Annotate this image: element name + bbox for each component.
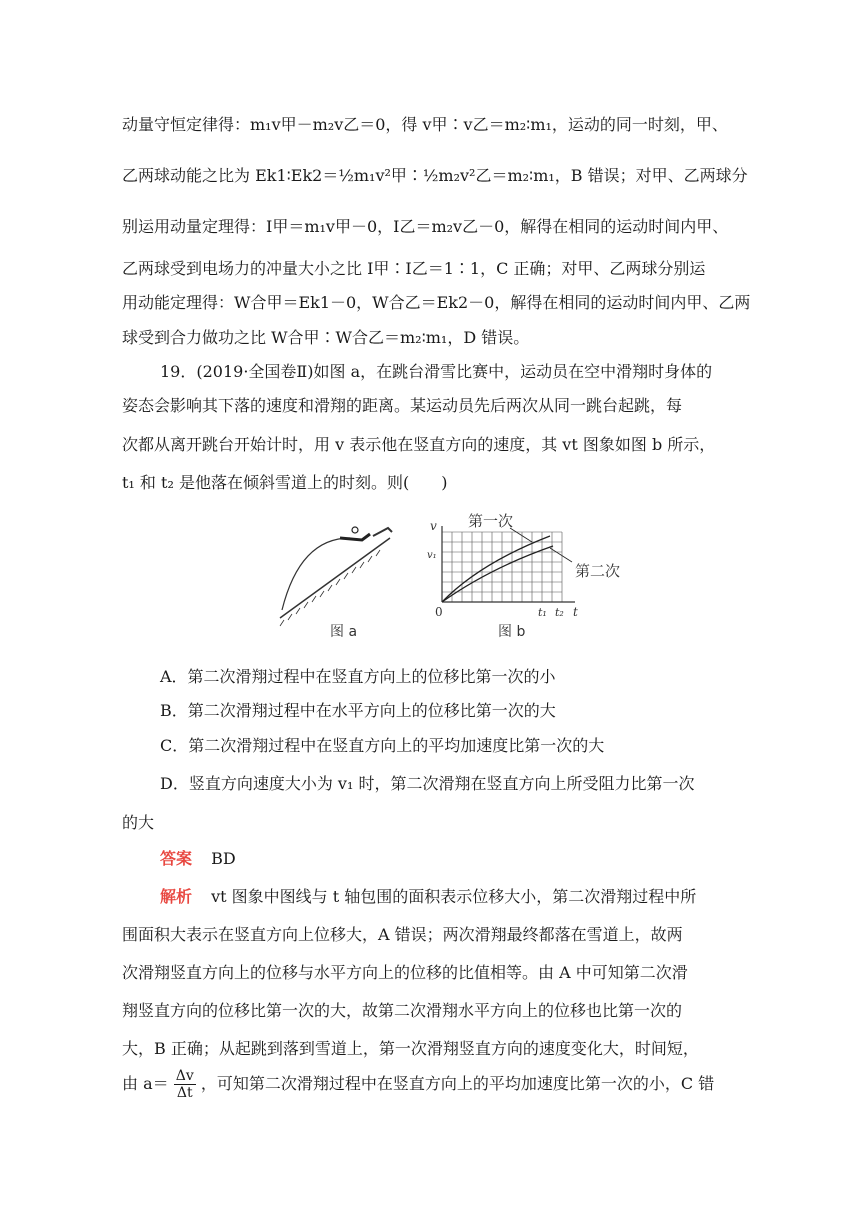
option-b: B．第二次滑翔过程中在水平方向上的位移比第一次的大	[160, 701, 556, 720]
caption-b: 图 b	[498, 624, 526, 640]
fraction-denominator: Δt	[176, 1085, 193, 1101]
analysis-label: 解析	[160, 887, 193, 906]
answer-line	[160, 846, 236, 869]
text-line: 别运用动量定理得：I甲＝m₁v甲－0，I乙＝m₂v乙－0，解得在相同的运动时间内甲、	[122, 217, 729, 236]
question-line: 19．(2019·全国卷Ⅱ)如图 a，在跳台滑雪比赛中，运动员在空中滑翔时身体的	[160, 362, 713, 381]
analysis-line: 围面积大表示在竖直方向上位移大，A 错误；两次滑翔最终都落在雪道上，故两	[122, 925, 683, 944]
ski-jump-illustration	[280, 527, 392, 626]
formula-prefix: 由 a＝	[122, 1074, 169, 1093]
text-line: 用动能定理得：W合甲＝Ek1－0，W合乙＝Ek2－0，解得在相同的运动时间内甲、乙两	[122, 293, 751, 312]
caption-a: 图 a	[330, 624, 358, 640]
fraction	[174, 1068, 196, 1101]
formula-suffix: ，可知第二次滑翔过程中在竖直方向上的平均加速度比第一次的小，C 错	[200, 1074, 715, 1093]
option-d: D．竖直方向速度大小为 v₁ 时，第二次滑翔在竖直方向上所受阻力比第一次	[160, 774, 695, 793]
analysis-line: 翔竖直方向的位移比第一次的大，故第二次滑翔水平方向上的位移也比第一次的	[122, 1001, 683, 1020]
answer-value: BD	[211, 849, 236, 868]
analysis-line	[160, 884, 696, 907]
figure	[270, 508, 640, 648]
question-line: 姿态会影响其下落的速度和滑翔的距离。某运动员先后两次从同一跳台起跳，每	[122, 396, 683, 415]
text-line: 球受到合力做功之比 W合甲∶W合乙＝m₂∶m₁，D 错误。	[122, 328, 530, 347]
analysis-line: 大，B 正确；从起跳到落到雪道上，第一次滑翔竖直方向的速度变化大，时间短，	[122, 1039, 699, 1058]
option-c: C．第二次滑翔过程中在竖直方向上的平均加速度比第一次的大	[160, 736, 605, 755]
axis-v-label: v	[430, 519, 437, 533]
label-first: 第一次	[468, 512, 514, 530]
analysis-line-formula	[122, 1068, 714, 1101]
analysis-line: 次滑翔竖直方向上的位移与水平方向上的位移的比值相等。由 A 中可知第二次滑	[122, 963, 688, 982]
text-line: 乙两球动能之比为 Ek1∶Ek2＝½m₁v²甲∶½m₂v²乙＝m₂∶m₁，B 错误；对甲、乙两球分	[122, 166, 748, 185]
axis-origin-label: 0	[435, 605, 443, 619]
question-line: 次都从离开跳台开始计时，用 v 表示他在竖直方向的速度，其 vt 图象如图 b 所示，	[122, 435, 716, 454]
tick-t1: t₁	[538, 606, 547, 619]
figure-a-b-svg	[270, 508, 640, 648]
answer-label: 答案	[160, 849, 193, 868]
option-d-cont: 的大	[122, 813, 155, 832]
text-line: 乙两球受到电场力的冲量大小之比 I甲∶I乙＝1∶1，C 正确；对甲、乙两球分别运	[122, 259, 706, 278]
option-a: A．第二次滑翔过程中在竖直方向上的位移比第一次的小	[160, 667, 556, 686]
tick-t2: t₂	[555, 606, 564, 619]
vt-graph	[442, 526, 575, 602]
label-second: 第二次	[575, 562, 621, 580]
fraction-numerator: Δv	[175, 1068, 194, 1084]
question-line: t₁ 和 t₂ 是他落在倾斜雪道上的时刻。则( )	[122, 473, 448, 492]
axis-t-label: t	[573, 605, 578, 619]
axis-v1-label: v₁	[427, 550, 437, 561]
analysis-text: vt 图象中图线与 t 轴包围的面积表示位移大小，第二次滑翔过程中所	[211, 887, 697, 906]
text-line: 动量守恒定律得：m₁v甲－m₂v乙＝0，得 v甲∶v乙＝m₂∶m₁，运动的同一时刻，甲、	[122, 115, 728, 134]
